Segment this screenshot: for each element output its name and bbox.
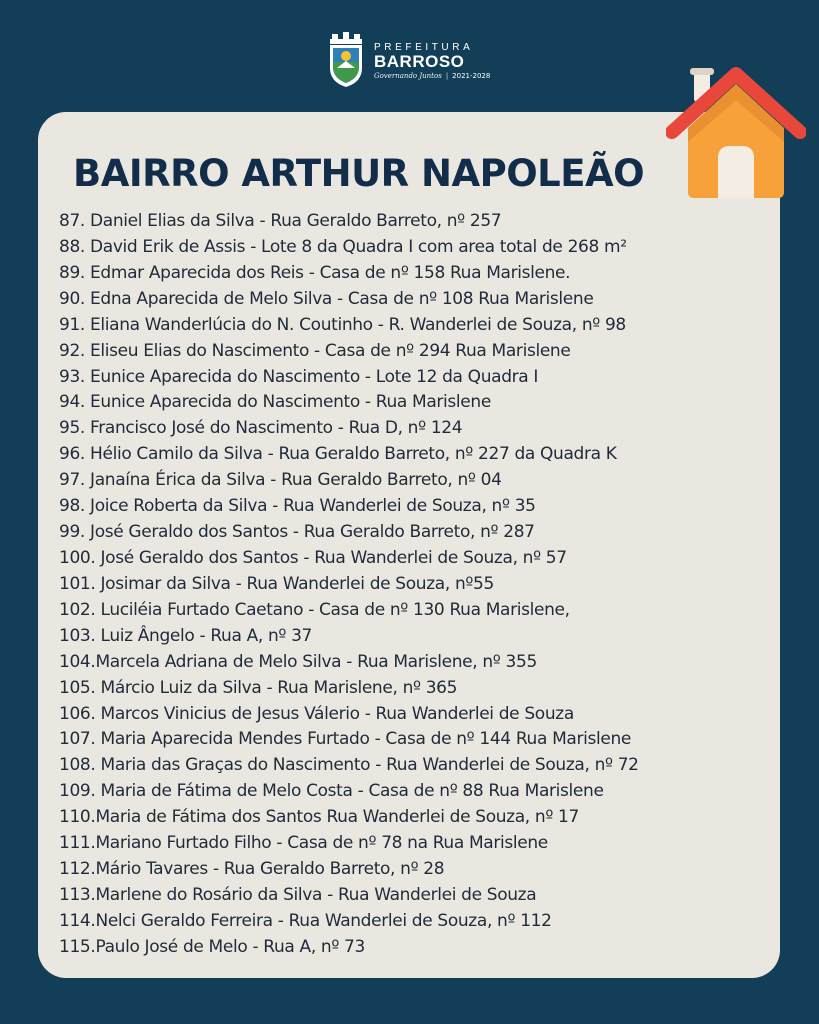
list-item: 109. Maria de Fátima de Melo Costa - Casa de nº 88 Rua Marislene	[59, 781, 604, 802]
list-item: 89. Edmar Aparecida dos Reis - Casa de nº 158 Rua Marislene.	[59, 262, 571, 283]
list-item: 107. Maria Aparecida Mendes Furtado - Casa de nº 144 Rua Marislene	[59, 729, 631, 750]
list-item: 98. Joice Roberta da Silva - Rua Wanderlei de Souza, nº 35	[59, 496, 536, 517]
list-item: 114.Nelci Geraldo Ferreira - Rua Wanderlei de Souza, nº 112	[59, 910, 552, 931]
list-item: 88. David Erik de Assis - Lote 8 da Quadra I com area total de 268 m²	[59, 236, 627, 257]
list-item: 104.Marcela Adriana de Melo Silva - Rua Marislene, nº 355	[59, 651, 537, 672]
list-item: 102. Luciléia Furtado Caetano - Casa de nº 130 Rua Marislene,	[59, 599, 570, 620]
page-title: BAIRRO ARTHUR NAPOLEÃO	[73, 152, 645, 195]
municipal-crest-icon	[326, 32, 366, 88]
brand-top-text: PREFEITURA	[374, 42, 474, 53]
list-item: 92. Eliseu Elias do Nascimento - Casa de nº 294 Rua Marislene	[59, 340, 571, 361]
list-item: 100. José Geraldo dos Santos - Rua Wanderlei de Souza, nº 57	[59, 547, 567, 568]
list-item: 99. José Geraldo dos Santos - Rua Geraldo Barreto, nº 287	[59, 522, 535, 543]
list-item: 105. Márcio Luiz da Silva - Rua Marislene, nº 365	[59, 677, 458, 698]
house-icon	[666, 62, 806, 202]
list-item: 93. Eunice Aparecida do Nascimento - Lote 12 da Quadra I	[59, 366, 539, 387]
brand-subline	[374, 71, 490, 81]
brand-separator: |	[445, 72, 449, 80]
brand-period: 2021-2028	[452, 72, 491, 80]
list-item: 113.Marlene do Rosário da Silva - Rua Wanderlei de Souza	[59, 884, 537, 905]
list-item: 106. Marcos Vinicius de Jesus Válerio - Rua Wanderlei de Souza	[59, 703, 574, 724]
brand-slogan: Governando Juntos	[374, 72, 442, 80]
list-item: 96. Hélio Camilo da Silva - Rua Geraldo Barreto, nº 227 da Quadra K	[59, 444, 617, 465]
list-item: 94. Eunice Aparecida do Nascimento - Rua Marislene	[59, 392, 491, 413]
list-item: 87. Daniel Elias da Silva - Rua Geraldo Barreto, nº 257	[59, 211, 502, 231]
list-item: 103. Luiz Ângelo - Rua A, nº 37	[59, 625, 313, 646]
list-item: 95. Francisco José do Nascimento - Rua D, nº 124	[59, 418, 463, 439]
list-item: 115.Paulo José de Melo - Rua A, nº 73	[59, 936, 365, 957]
list-item: 108. Maria das Graças do Nascimento - Rua Wanderlei de Souza, nº 72	[59, 755, 639, 776]
list-item: 90. Edna Aparecida de Melo Silva - Casa de nº 108 Rua Marislene	[59, 288, 594, 309]
list-item: 97. Janaína Érica da Silva - Rua Geraldo Barreto, nº 04	[59, 470, 502, 491]
list-item: 101. Josimar da Silva - Rua Wanderlei de Souza, nº55	[59, 573, 494, 594]
brand-name-text: BARROSO	[374, 52, 465, 71]
list-item: 112.Mário Tavares - Rua Geraldo Barreto, nº 28	[59, 859, 445, 880]
list-item: 110.Maria de Fátima dos Santos Rua Wanderlei de Souza, nº 17	[59, 807, 579, 828]
list-item: 91. Eliana Wanderlúcia do N. Coutinho - R. Wanderlei de Souza, nº 98	[59, 314, 626, 335]
brand-logo	[374, 42, 490, 81]
beneficiary-list	[59, 209, 771, 961]
list-item: 111.Mariano Furtado Filho - Casa de nº 78 na Rua Marislene	[59, 833, 548, 854]
